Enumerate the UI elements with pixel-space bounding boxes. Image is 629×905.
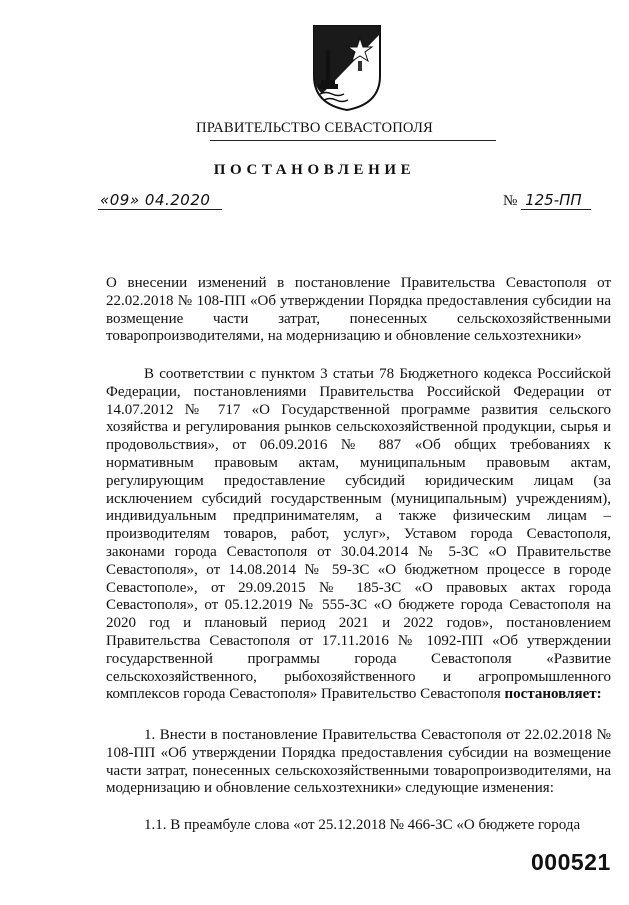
number-sign: № bbox=[503, 193, 518, 209]
decree-subject: О внесении изменений в постановление Правительства Севастополя от 22.02.2018 № 108-ПП «Об утверждении Порядка предоставления субсидии на возмещение части затрат, понесенных сельскохозяйственными товаропроизводителями, на модернизацию и обновление сельхозтехники» bbox=[106, 275, 611, 345]
decree-date bbox=[98, 191, 222, 210]
header-divider bbox=[210, 140, 496, 141]
resolves-word: постановляет bbox=[504, 686, 597, 703]
handwritten-date bbox=[98, 191, 222, 210]
government-name: ПРАВИТЕЛЬСТВО СЕВАСТОПОЛЯ bbox=[196, 120, 433, 136]
decree-number bbox=[503, 191, 591, 210]
coat-of-arms-icon bbox=[312, 24, 382, 112]
resolves-colon: : bbox=[596, 686, 602, 703]
date-day: 09 bbox=[109, 191, 130, 209]
date-open-quote: « bbox=[100, 191, 110, 209]
preamble-paragraph bbox=[106, 366, 611, 704]
date-close-quote: » bbox=[129, 191, 140, 209]
document-title: ПОСТАНОВЛЕНИЕ bbox=[213, 162, 416, 178]
date-month-year: 04.2020 bbox=[144, 191, 211, 209]
preamble-text: В соответствии с пунктом 3 статьи 78 Бюджетного кодекса Российской Федерации, постановлениями Правительства Российской Федерации от 14.07.2012 № 717 «О Государственной программе развития сельского хозяйства и регулирования рынков сельскохозяйственной продукции, сырья и продовольствия», от 06.09.2016 № 887 «Об общих требованиях к нормативным правовым актам, муниципальным правовым актам, регулирующим предоставление субсидий юридическим лицам (за исключением субсидий государственным (муниципальным) учреждениям), индивидуальным предпринимателям, а также физическим лицам – производителям товаров, работ, услуг», Уставом города Севастополя, законами города Севастополя от 30.04.2014 № 5-ЗС «О Правительстве Севастополя», от 14.08.2014 № 59-ЗС «О бюджетном процессе в городе Севастополе», от 29.09.2015 № 185-ЗС «О правовых актах города Севастополя», от 05.12.2019 № 555-ЗС «О бюджете города Севастополя на 2020 год и плановый период 2021 и 2022 годов», постановлением Правительства Севастополя от 17.11.2016 № 1092-ПП «Об утверждении государственной программы города Севастополя «Развитие сельскохозяйственного, рыбохозяйственного и агропромышленного комплексов города Севастополя» Правительство Севастополя bbox=[106, 366, 611, 703]
handwritten-number: 125-ПП bbox=[521, 191, 591, 210]
serial-number: 000521 bbox=[531, 849, 611, 875]
clause-1-1: 1.1. В преамбуле слова «от 25.12.2018 № 466-ЗС «О бюджете города bbox=[144, 817, 581, 833]
clause-1: 1. Внести в постановление Правительства Севастополя от 22.02.2018 № 108-ПП «Об утверждении Порядка предоставления субсидии на возмещение части затрат, понесенных сельскохозяйственными товаропроизводителями, на модернизацию и обновление сельхозтехники» следующие изменения: bbox=[106, 727, 611, 797]
